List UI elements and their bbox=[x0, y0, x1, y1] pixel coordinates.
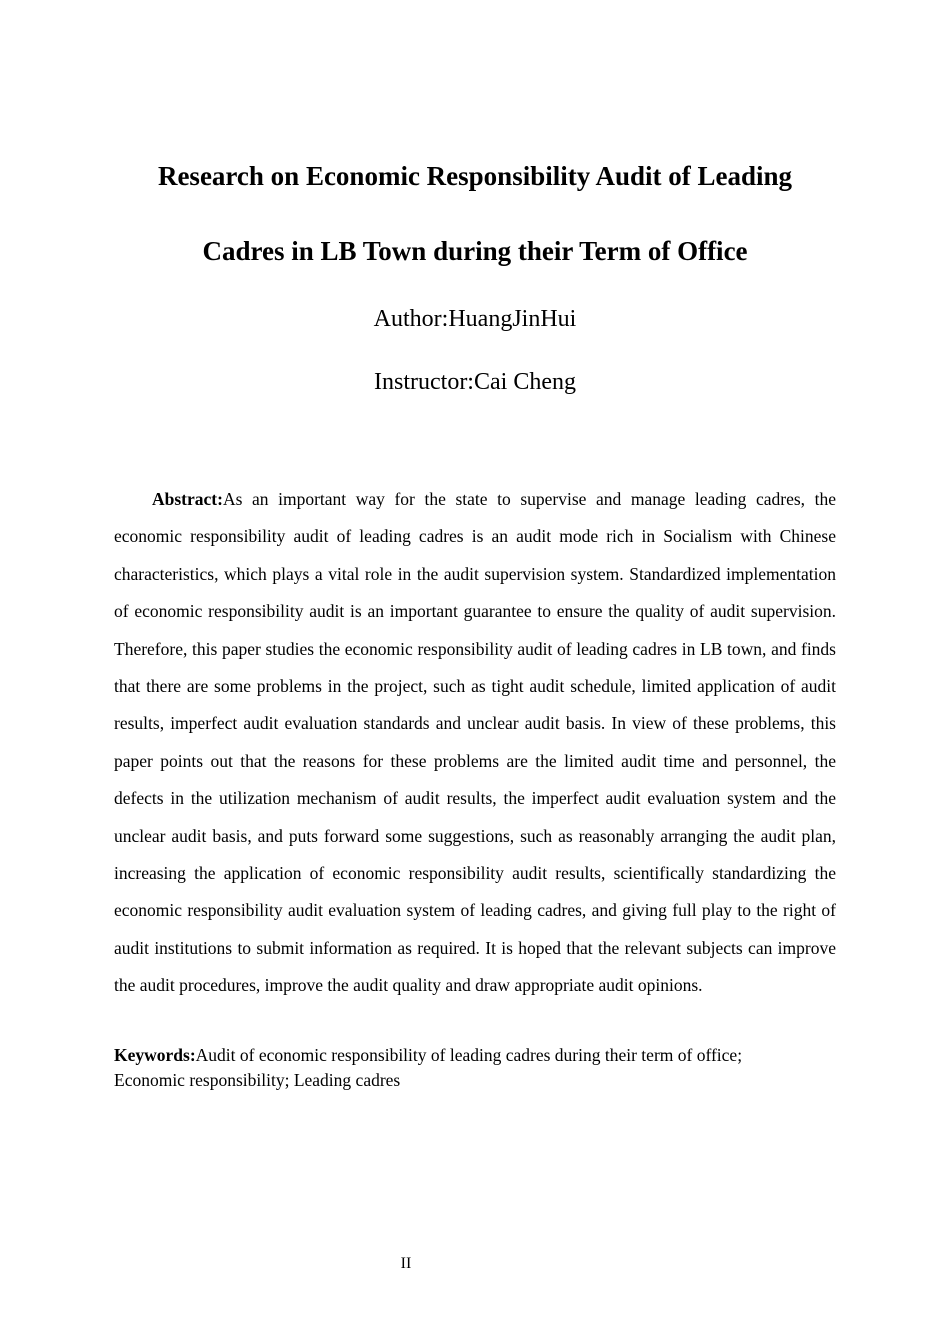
author-name: HuangJinHui bbox=[448, 306, 577, 332]
title-line-1: Research on Economic Responsibility Audit of Leading bbox=[157, 161, 793, 191]
keywords-label: Keywords: bbox=[114, 1045, 196, 1065]
abstract-paragraph bbox=[114, 481, 836, 1005]
title-line-2: Cadres in LB Town during their Term of Office bbox=[202, 236, 748, 266]
author-line bbox=[0, 304, 950, 334]
instructor-line bbox=[0, 367, 950, 397]
instructor-name: Cai Cheng bbox=[473, 369, 576, 395]
page-number: II bbox=[400, 1255, 412, 1272]
keywords-line-1: Audit of economic responsibility of leading cadres during their term of office; bbox=[195, 1045, 743, 1065]
keywords-paragraph bbox=[114, 1043, 836, 1093]
instructor-label: Instructor: bbox=[374, 369, 474, 395]
abstract-label: Abstract: bbox=[152, 489, 223, 509]
author-label: Author: bbox=[373, 306, 449, 332]
keywords-line-2: Economic responsibility; Leading cadres bbox=[114, 1070, 401, 1090]
abstract-text: As an important way for the state to supervise and manage leading cadres, the economic responsibility audit of leading cadres is an audit mode rich in Socialism with Chinese characteristics, which plays a vital role in the audit supervision system. Standardized implementation of economic responsibility audit is an important guarantee to ensure the quality of audit supervision. Therefore, this paper studies the economic responsibility audit of leading cadres in LB town, and finds that there are some problems in the project, such as tight audit schedule, limited application of audit results, imperfect audit evaluation standards and unclear audit basis. In view of these problems, this paper points out that the reasons for these problems are the limited audit time and personnel, the defects in the utilization mechanism of audit results, the imperfect audit evaluation system and the unclear audit basis, and puts forward some suggestions, such as reasonably arranging the audit plan, increasing the application of economic responsibility audit results, scientifically standardizing the economic responsibility audit evaluation system of leading cadres, and giving full play to the right of audit institutions to submit information as required. It is hoped that the relevant subjects can improve the audit procedures, improve the audit quality and draw appropriate audit opinions. bbox=[114, 489, 836, 996]
